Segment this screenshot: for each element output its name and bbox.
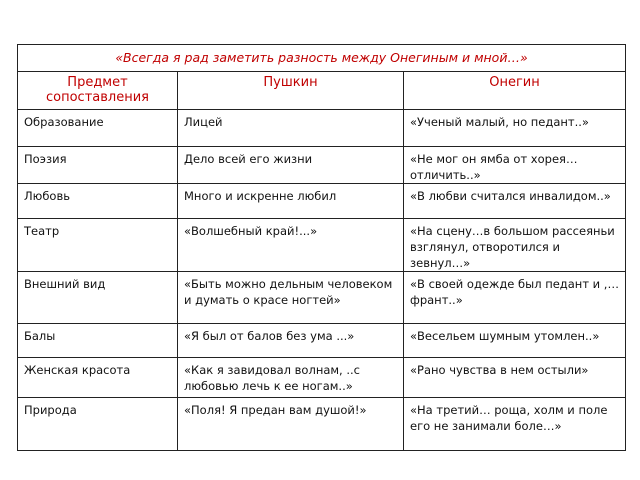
row-topic: Поэзия <box>18 147 178 184</box>
table-title: «Всегда я рад заметить разность между Онегиным и мной…» <box>18 45 626 72</box>
table-row <box>18 147 626 184</box>
row-pushkin: «Я был от балов без ума ...» <box>178 324 404 358</box>
table-row <box>18 324 626 358</box>
comparison-table <box>17 44 626 451</box>
row-pushkin: Дело всей его жизни <box>178 147 404 184</box>
row-onegin: «Не мог он ямба от хорея… отличить..» <box>404 147 626 184</box>
table-row <box>18 272 626 324</box>
header-row <box>18 72 626 110</box>
row-topic: Театр <box>18 219 178 272</box>
row-pushkin: Лицей <box>178 110 404 147</box>
table-row <box>18 398 626 451</box>
row-onegin: «На третий… роща, холм и поле его не занимали боле…» <box>404 398 626 451</box>
table-row <box>18 110 626 147</box>
header-subject: Предмет сопоставления <box>18 72 178 110</box>
row-onegin: «На сцену…в большом рассеяньи взглянул, отворотился и зевнул…» <box>404 219 626 272</box>
table-row <box>18 358 626 398</box>
row-topic: Образование <box>18 110 178 147</box>
row-pushkin: «Как я завидовал волнам, ..с любовью лечь к ее ногам..» <box>178 358 404 398</box>
header-pushkin: Пушкин <box>178 72 404 110</box>
row-pushkin: «Поля! Я предан вам душой!» <box>178 398 404 451</box>
row-topic: Природа <box>18 398 178 451</box>
row-pushkin: Много и искренне любил <box>178 184 404 219</box>
header-onegin: Онегин <box>404 72 626 110</box>
row-pushkin: «Волшебный край!...» <box>178 219 404 272</box>
table-title-row <box>18 45 626 72</box>
row-topic: Любовь <box>18 184 178 219</box>
row-onegin: «В своей одежде был педант и ,… франт..» <box>404 272 626 324</box>
row-onegin: «Весельем шумным утомлен..» <box>404 324 626 358</box>
table-row <box>18 219 626 272</box>
table-row <box>18 184 626 219</box>
row-topic: Балы <box>18 324 178 358</box>
row-onegin: «Ученый малый, но педант..» <box>404 110 626 147</box>
row-pushkin: «Быть можно дельным человеком и думать о красе ногтей» <box>178 272 404 324</box>
row-topic: Внешний вид <box>18 272 178 324</box>
row-onegin: «В любви считался инвалидом..» <box>404 184 626 219</box>
row-topic: Женская красота <box>18 358 178 398</box>
row-onegin: «Рано чувства в нем остыли» <box>404 358 626 398</box>
